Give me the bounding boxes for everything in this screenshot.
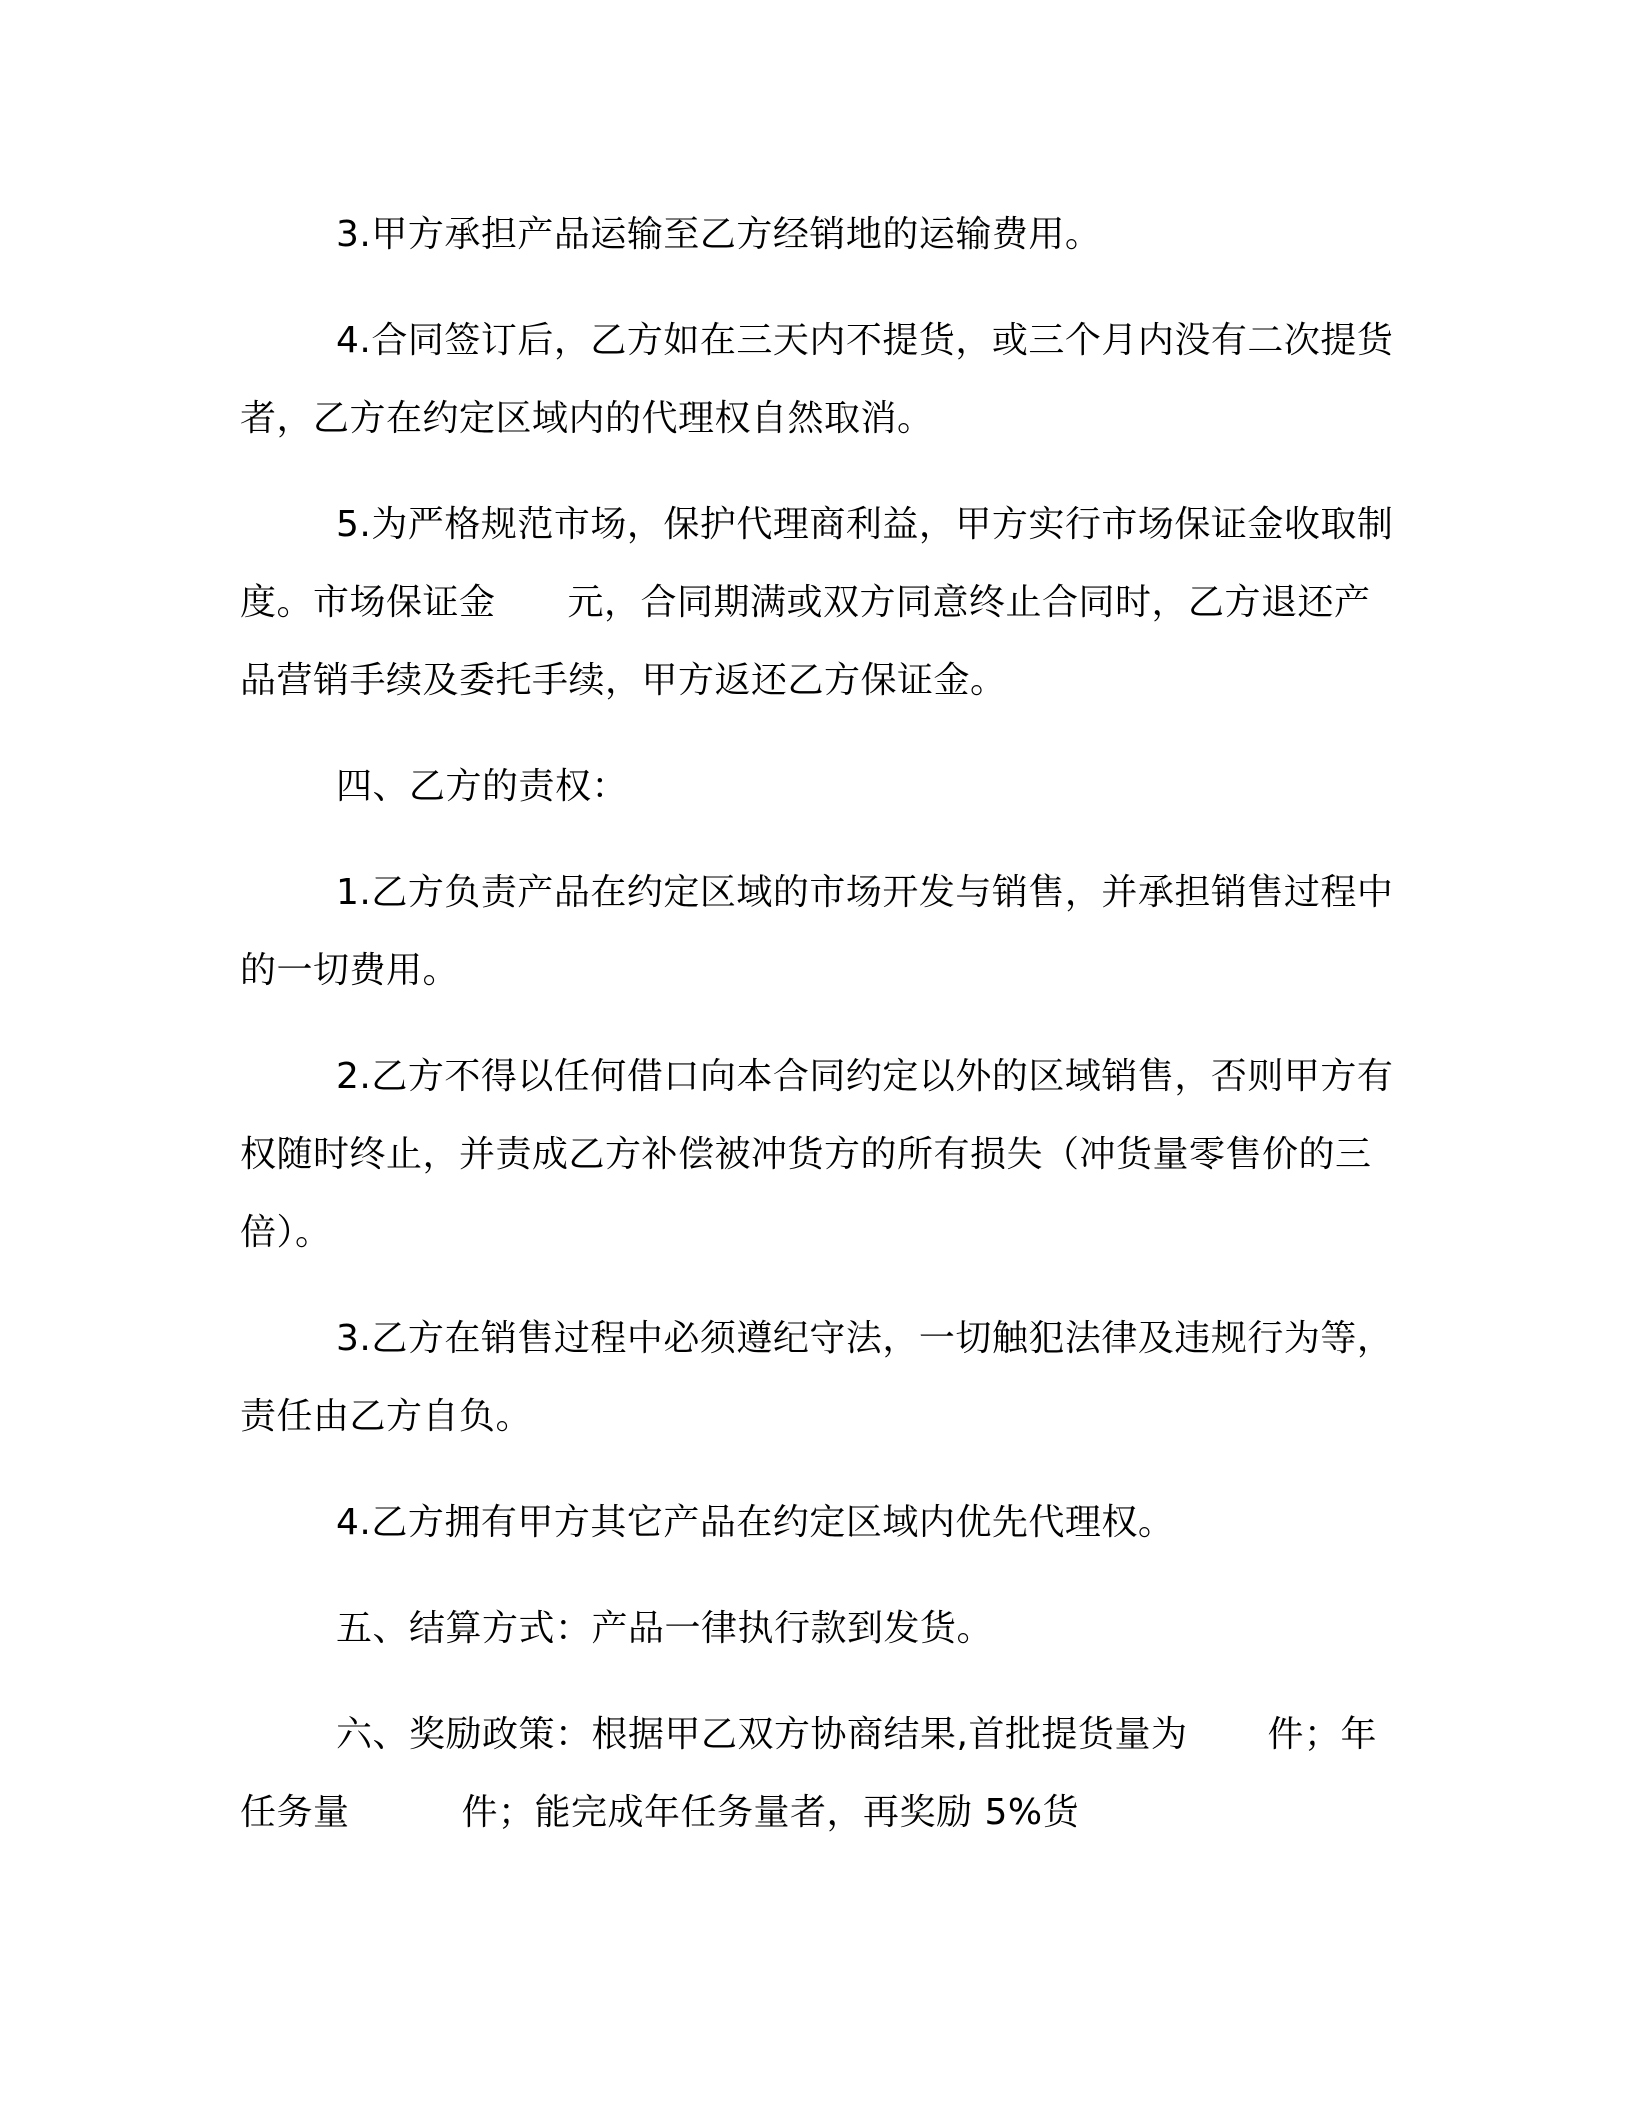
section-heading-settlement bbox=[240, 1590, 1400, 1668]
paragraph-text: 5.为严格规范市场，保护代理商利益，甲方实行市场保证金收取制度。市场保证金 bbox=[240, 504, 1394, 623]
paragraph-pickup-terms bbox=[240, 302, 1400, 458]
paragraph-text: 1.乙方负责产品在约定区域的市场开发与销售，并承担销售过程中的一切费用。 bbox=[240, 872, 1394, 991]
paragraph-text: 四、乙方的责权： bbox=[336, 766, 629, 807]
paragraph-text: 2.乙方不得以任何借口向本合同约定以外的区域销售，否则甲方有权随时终止，并责成乙方补偿被冲货方的所有损失（冲货量零售价的三倍）。 bbox=[240, 1056, 1394, 1253]
paragraph-legal-compliance bbox=[240, 1300, 1400, 1456]
paragraph-text: 五、结算方式：产品一律执行款到发货。 bbox=[336, 1608, 994, 1649]
document-body bbox=[240, 196, 1400, 1880]
paragraph-transport-cost bbox=[240, 196, 1400, 274]
paragraph-region-restriction bbox=[240, 1038, 1400, 1272]
paragraph-text: 件；能完成年任务量者，再奖励 5%货 bbox=[461, 1792, 1080, 1833]
paragraph-text: 六、奖励政策：根据甲乙双方协商结果,首批提货量为 bbox=[336, 1714, 1188, 1755]
paragraph-text: 4.乙方拥有甲方其它产品在约定区域内优先代理权。 bbox=[336, 1502, 1175, 1543]
paragraph-priority-agency bbox=[240, 1484, 1400, 1562]
paragraph-text: 元，合同期满或双方同意终止合同时，乙方退还产品营销手续及委托手续，甲方返还乙方保证金。 bbox=[240, 582, 1371, 701]
paragraph-deposit bbox=[240, 486, 1400, 720]
paragraph-market-development bbox=[240, 854, 1400, 1010]
paragraph-text: 3.甲方承担产品运输至乙方经销地的运输费用。 bbox=[336, 214, 1102, 255]
paragraph-text: 件；年任务量 bbox=[240, 1714, 1377, 1833]
paragraph-text: 4.合同签订后，乙方如在三天内不提货，或三个月内没有二次提货者，乙方在约定区域内的代理权自然取消。 bbox=[240, 320, 1394, 439]
section-heading-party-b-duties bbox=[240, 748, 1400, 826]
section-heading-incentive-policy bbox=[240, 1696, 1400, 1852]
paragraph-text: 3.乙方在销售过程中必须遵纪守法，一切触犯法律及违规行为等，责任由乙方自负。 bbox=[240, 1318, 1394, 1437]
